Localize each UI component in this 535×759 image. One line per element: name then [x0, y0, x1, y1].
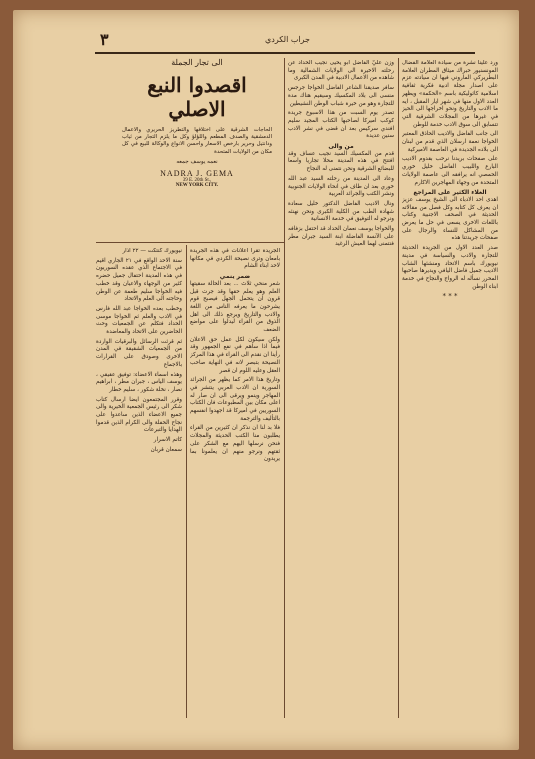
news-paragraph: الجريدة تقرأ اعلانات في هذه الجريدة بامعان وترى نصيحة الكردي في مكانها لاحد ابناء الشام — [190, 248, 280, 270]
news-paragraph: وقرر المجتمعون ايضا ارسال كتاب شكر الى رئيس الجمعية الخيرية والى جميع الاعضاء الذين ساعدوا على نجاح الحفلة والى الكرام الذين قدموا الهدايا والتبرعات — [96, 396, 182, 434]
news-paragraph: الى جانب الفاضل والاديب الحاذق المعتبر الخواجا نعمة ارسلان الذي قدم من لبنان الى بلاده الجديدة في العاصمة الاميركية — [402, 131, 498, 153]
news-paragraph: وزن عليّ الفاضل ابو يحيى نجيب الحداد عن رحلته الاخيرة الى الولايات الشمالية وما شاهده من الاعمال الادبية في المدن الكبرى — [288, 60, 394, 82]
column-middle-right — [288, 60, 394, 710]
signature-title: كاتم الاسرار — [153, 437, 182, 444]
page-number: ٣ — [100, 30, 109, 49]
news-paragraph: قدم من المكسيك السيد نجيب عساف وقد افتتح في هذه المدينة محلا تجاريا واسعا للبضائع الشرقية ونحن نتمنى له النجاح — [288, 150, 394, 173]
column-divider — [398, 58, 399, 718]
ad-address-english: 39 E. 20th St., — [182, 177, 212, 183]
running-title: جراب الكردي — [265, 35, 310, 44]
column-divider — [284, 58, 285, 718]
ad-body: الحاجات الشرقية على اختلافها والتطريز الحريري والاعمال الدمشقية والصدف المطعم واللؤلؤ وكل ما يلزم التجار من ثياب ودانتيل وحرير بارخص الاسعار واحسن الانواع والوكالة للبيع في كل مكان من الولايات المتحدة — [122, 127, 272, 155]
section-heading: ضمر ينمي — [219, 273, 251, 281]
news-paragraph: سافر صديقنا الشاعر الفاضل الخواجا جرجس منسى الى بلاد المكسيك وسيقيم هناك مدة للتجارة وهو من خيرة شباب الوطن النشيطين — [288, 85, 394, 107]
news-paragraph: وتاريخ هذا الامر كما يظهر من الجرائد السورية ان الادب العربي ينتشر في المهاجر وينمو ويرقى الى ان صار له اعلى مكان بين المطبوعات فان الكتاب السوريين في اميركا قد اجهدوا انفسهم بالتأليف والترجمة — [190, 377, 280, 422]
ad-name-english: NADRA J. GEMA — [160, 168, 234, 178]
ad-signature: نعمه يوسف جمعه — [176, 158, 218, 165]
ad-bottom-rule — [96, 242, 284, 243]
advertisement — [122, 58, 272, 238]
news-paragraph: ورد علينا نشرة من سيادة العلامة الفضال المونسنيور حبراك ميثاق المطران العلامة البطريركي الماروني فيها ان سيادته عزم على اصدار مجلة ادبية فكرية ثقافية اسلامية كاثوليكية باسم «الحكمة» ويظهر العدد الاول منها في شهر ايار المقبل ، ايه ما الادب والتاريخ ونحو اخراجها الى الحيز في غيرها من المجلات الشرقية التي تتسابق الى سوق الادب خدمة للوطن — [402, 60, 498, 128]
news-paragraph: ثم قرئت الرسائل والبرقيات الواردة من الجمعيات الشقيقة في المدن الاخرى وصودق على القرارات بالاجماع — [96, 338, 182, 368]
news-paragraph: ولكن سيكون لكل عمل حق الاعلان فيما اذا ساهم في نفع الجمهور وقد رأينا ان نقدم الى القراء في هذا المركز النصيحة بتبصر لانه في النهاية صاحب العقل وعليه اللوم ان قصر — [190, 336, 280, 374]
column-left — [96, 248, 182, 710]
section-heading: من والى — [328, 143, 354, 151]
column-divider — [186, 245, 187, 718]
header-rule — [95, 52, 475, 54]
dateline: نيويورك كنتكت — ٢٢ اذار — [122, 248, 182, 254]
section-heading: الغلاء الكثير على المراجع — [413, 189, 487, 197]
news-paragraph: صدر العدد الاول من الجريدة الحديثة للتجارة والادب والسياسة في مدينة نيويورك باسم الاتحاد ومنشئها الشاب الاديب جميل فاضل اليافي ويديرها صاحبها المحرر نسأله له الرواج والنجاح في خدمة ابناء الوطن — [402, 245, 498, 290]
news-paragraph: تصدر يوم السبت من هذا الاسبوع جريدة كوكب اميركا لصاحبها الكتاب المجيد سليم افندي سركيس بعد ان قضى في نشر الادب سنين عديدة — [288, 110, 394, 140]
news-paragraph: وهذه اسماء الاعضاء: توفيق عقيقي ، يوسف الياس ، جبران مطر ، ابراهيم نصار ، نخلة شكور ، سليم خطار — [96, 371, 182, 393]
news-paragraph: سنة الاحد الواقع في ٢١ الجاري اقيم في الاجتماع الذي عقده السوريون في هذه المدينة احتفال جميل حضره كثير من الوجهاء والاعيان وقد خطب فيه الخواجا سليم طعمة عن الوطن وحاجته الى العلم والاتحاد — [96, 257, 182, 303]
signature-name: سمعان قربان — [150, 446, 182, 453]
news-paragraph: ونال الاديب الفاضل الدكتور خليل سعادة شهادة الطب من الكلية الكبرى ونحن نهنئه ونرجو له التوفيق في خدمة الانسانية — [288, 200, 394, 223]
news-paragraph: على صفحات بريدنا نرحب بقدوم الاديب البارع واللبيب الفاضل خليل خوري الحمصي انه يرافقه الى عاصمة الولايات المتحدة من وجهاء المهاجرين الاكارم — [402, 156, 498, 186]
news-paragraph: شعر منحي ثلاث ... بعد الحالة سقيتها العلم وهو يعلم حقها وقد جرت قبل قرون ان يتحمل الجهل فيصبح قوم يشرحون ما يعرفه الناس من اللغة والادب والتاريخ ويرجع ذلك الى اهل الذوق من القراء ليدلوا على مواضع الضعف — [190, 280, 280, 334]
ad-addressee: الى تجار الجملة — [171, 58, 223, 67]
ad-city-english: NEW YORK CITY. — [175, 182, 219, 188]
ad-headline: اقصدوا النبع الاصلي — [147, 73, 247, 121]
news-paragraph: والخواجا يوسف نعمان الحداد قد احتفل بزفافه على الآنسة الفاضلة ابنة السيد جبران مطر فنتمنى لهما العيش الرغيد — [288, 226, 394, 248]
news-paragraph: وعاد الى المدينة من رحلته السيد عبد الله خوري بعد ان طاف في انحاء الولايات الجنوبية ونشر الكتب والجرائد العربية — [288, 175, 394, 198]
column-middle-left — [190, 248, 280, 710]
column-right — [402, 60, 498, 710]
section-separator: * * * — [442, 292, 458, 301]
news-paragraph: اهدى احد الادباء الى الشيخ يوسف عزيز ان يعرف كل كتابه وكل فصل من مقالاته الحديثة في الصحف الاجنبية وكتاب باللغات الاخرى يسعى في حل ما يعرض من المشاكل للنساء والرجال على صفحات جريدتنا هذه — [402, 196, 498, 242]
news-paragraph: وخطب بعده الخواجا عبد الله فارس في الادب والعلم ثم الخواجا موسى الحداد فتكلم عن الجمعيات وحث الحاضرين على الاتحاد والمعاضدة — [96, 305, 182, 336]
news-paragraph: فلا بد لنا ان نذكر ان كثيرين من القراء يطلبون منا الكتب الحديثة والمجلات فنحن نرسلها اليهم مع الشكر على ثقتهم ونرجو منهم ان يعلمونا بما يريدون — [190, 425, 280, 463]
